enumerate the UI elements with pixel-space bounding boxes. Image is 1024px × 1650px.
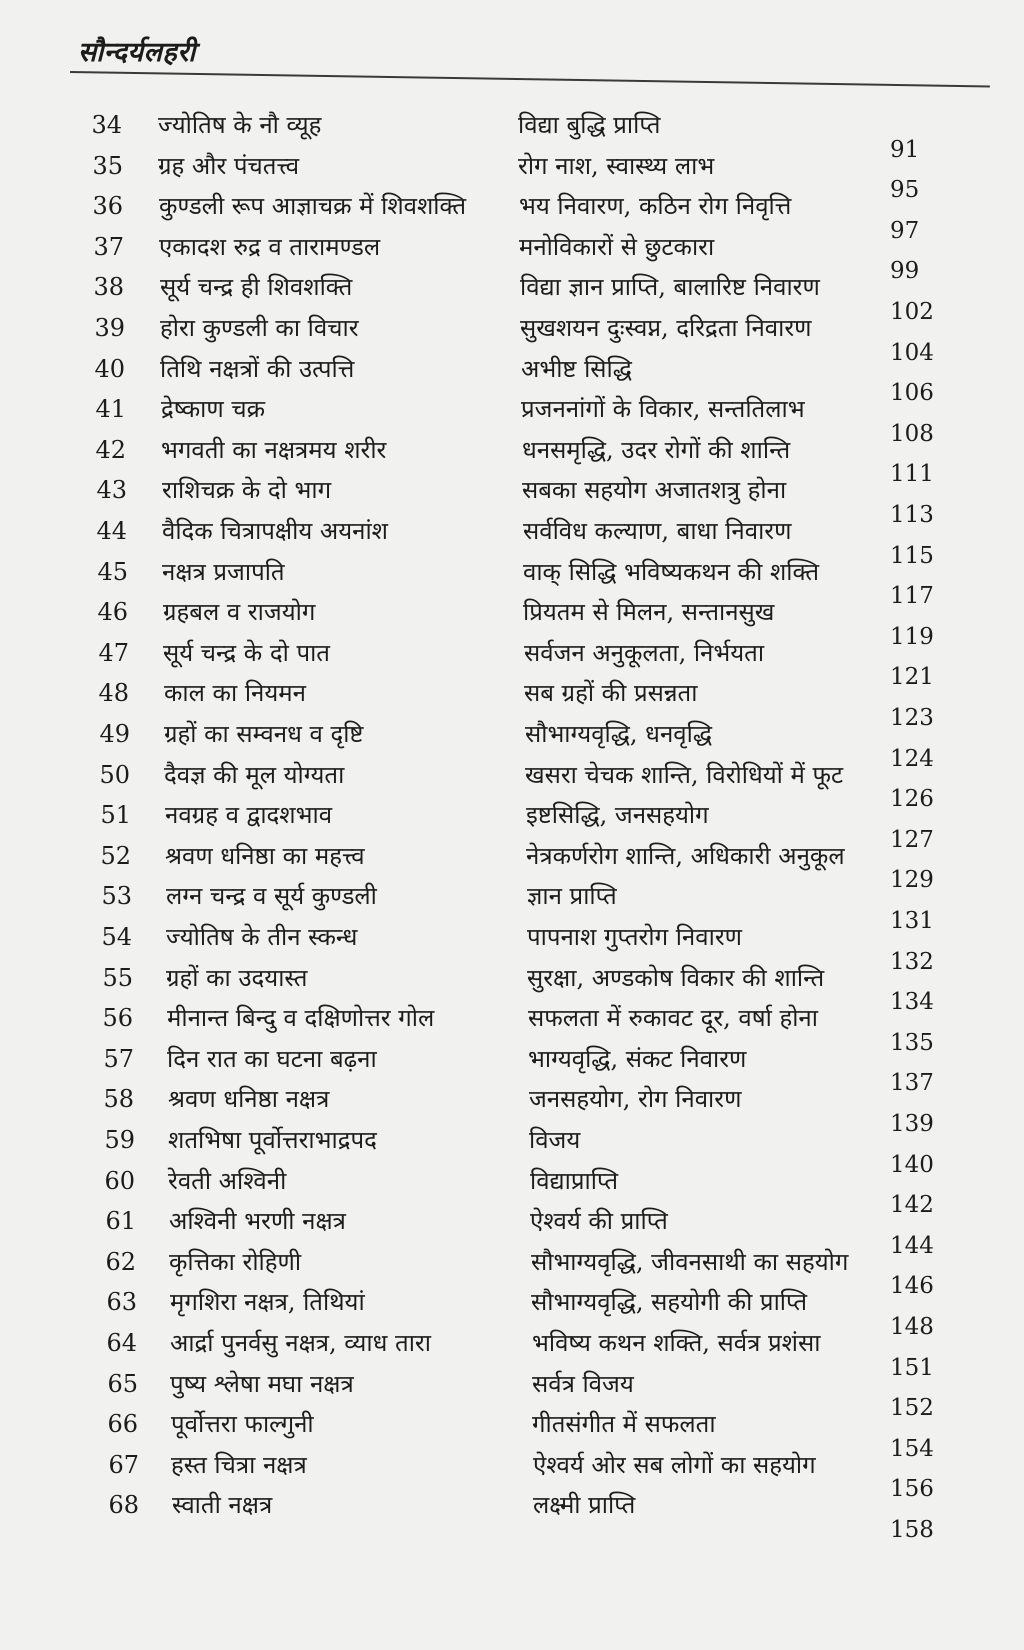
page-number: 104: [890, 340, 934, 366]
chapter-title: कुण्डली रूप आज्ञाचक्र में शिवशक्ति: [159, 192, 467, 220]
chapter-benefit: सबका सहयोग अजातशत्रु होना: [522, 476, 787, 504]
chapter-benefit: नेत्रकर्णरोग शान्ति, अधिकारी अनुकूल: [526, 842, 845, 870]
toc-row: [0, 867, 1024, 925]
toc-row: [0, 502, 1024, 560]
page-number: 140: [890, 1152, 934, 1178]
toc-row: [0, 827, 1024, 885]
page-number: 99: [890, 258, 920, 284]
chapter-title: रेवती अश्विनी: [168, 1167, 287, 1195]
page-number: 106: [890, 380, 934, 406]
chapter-title: मीनान्त बिन्दु व दक्षिणोत्तर गोल: [167, 1004, 435, 1032]
toc-row: [0, 1030, 1024, 1088]
toc-row: [0, 746, 1024, 804]
chapter-number: 66: [107, 1410, 138, 1438]
chapter-benefit: प्रजननांगों के विकार, सन्ततिलाभ: [521, 395, 805, 423]
chapter-benefit: भविष्य कथन शक्ति, सर्वत्र प्रशंसा: [532, 1329, 821, 1357]
toc-row: [0, 1314, 1024, 1372]
toc-row: [0, 1192, 1024, 1250]
toc-row: [0, 786, 1024, 844]
chapter-title: सूर्य चन्द्र ही शिवशक्ति: [160, 273, 353, 301]
toc-row: [0, 1517, 1024, 1575]
toc-row: [0, 1395, 1024, 1453]
chapter-number: 42: [95, 436, 126, 464]
chapter-benefit: विद्याप्राप्ति: [530, 1167, 619, 1195]
chapter-title: हस्त चित्रा नक्षत्र: [171, 1451, 307, 1479]
chapter-number: 55: [102, 964, 133, 992]
chapter-number: 34: [91, 111, 122, 139]
chapter-number: 59: [104, 1126, 135, 1154]
chapter-number: 51: [100, 801, 131, 829]
chapter-title: ग्रहों का उदयास्त: [166, 964, 308, 992]
chapter-benefit: रोग नाश, स्वास्थ्य लाभ: [518, 152, 715, 180]
page-number: 95: [890, 177, 920, 203]
chapter-title: श्रवण धनिष्ठा का महत्त्व: [165, 842, 365, 870]
page-number: 152: [890, 1395, 934, 1421]
chapter-number: 62: [105, 1248, 136, 1276]
chapter-number: 57: [103, 1045, 134, 1073]
chapter-number: 58: [103, 1085, 134, 1113]
page-number: 134: [890, 989, 934, 1015]
chapter-title: दिन रात का घटना बढ़ना: [167, 1045, 377, 1073]
page-number: 102: [890, 299, 934, 325]
chapter-number: 64: [106, 1329, 137, 1357]
page-number: 148: [890, 1314, 934, 1340]
chapter-benefit: सुखशयन दुःस्वप्न, दरिद्रता निवारण: [520, 314, 812, 342]
chapter-benefit: सौभाग्यवृद्धि, सहयोगी की प्राप्ति: [531, 1288, 808, 1316]
chapter-benefit: विजय: [529, 1126, 581, 1154]
toc-row: [0, 543, 1024, 601]
chapter-title: स्वाती नक्षत्र: [172, 1491, 273, 1519]
chapter-title: तिथि नक्षत्रों की उत्पत्ति: [160, 355, 355, 383]
chapter-number: 43: [96, 476, 127, 504]
chapter-number: 48: [98, 679, 129, 707]
chapter-number: 41: [95, 395, 126, 423]
chapter-title: वैदिक चित्रापक्षीय अयनांश: [162, 517, 389, 545]
chapter-number: 44: [96, 517, 127, 545]
page-number: 117: [890, 583, 934, 609]
chapter-benefit: मनोविकारों से छुटकारा: [519, 233, 715, 261]
toc-row: [0, 461, 1024, 519]
chapter-title: ज्योतिष के तीन स्कन्ध: [166, 923, 358, 951]
chapter-benefit: पापनाश गुप्तरोग निवारण: [527, 923, 742, 951]
chapter-benefit: सब ग्रहों की प्रसन्नता: [524, 679, 698, 707]
page-number: 129: [890, 867, 934, 893]
page-number: 126: [890, 786, 934, 812]
page-number: 132: [890, 949, 934, 975]
chapter-benefit: भाग्यवृद्धि, संकट निवारण: [528, 1045, 747, 1073]
chapter-benefit: विद्या ज्ञान प्राप्ति, बालारिष्ट निवारण: [520, 273, 820, 301]
page-header-title: सौन्दर्यलहरी: [78, 37, 196, 68]
toc-row: [0, 177, 1024, 235]
toc-row: [0, 1476, 1024, 1534]
chapter-benefit: अभीष्ट सिद्धि: [521, 355, 632, 383]
chapter-number: 50: [99, 761, 130, 789]
chapter-number: 45: [97, 558, 128, 586]
toc-row: [0, 421, 1024, 479]
chapter-title: दैवज्ञ की मूल योग्यता: [164, 761, 345, 789]
chapter-number: 67: [108, 1451, 139, 1479]
toc-row: [0, 705, 1024, 763]
chapter-benefit: सर्वविध कल्याण, बाधा निवारण: [523, 517, 792, 545]
chapter-number: 47: [98, 639, 129, 667]
page-number: 131: [890, 908, 934, 934]
chapter-title: नवग्रह व द्वादशभाव: [165, 801, 333, 829]
chapter-number: 35: [92, 152, 123, 180]
chapter-number: 37: [93, 233, 124, 261]
chapter-title: पूर्वोत्तरा फाल्गुनी: [171, 1410, 314, 1438]
chapter-title: आर्द्रा पुनर्वसु नक्षत्र, व्याध तारा: [170, 1329, 431, 1357]
page-number: 135: [890, 1030, 934, 1056]
chapter-benefit: गीतसंगीत में सफलता: [532, 1410, 716, 1438]
chapter-benefit: सुरक्षा, अण्डकोष विकार की शान्ति: [527, 964, 825, 992]
page-number: 137: [890, 1070, 934, 1096]
chapter-title: लग्न चन्द्र व सूर्य कुण्डली: [166, 882, 377, 910]
chapter-title: ग्रहों का सम्वनध व दृष्टि: [164, 720, 364, 748]
page-number: 111: [890, 461, 934, 487]
chapter-number: 53: [101, 882, 132, 910]
chapter-number: 39: [94, 314, 125, 342]
chapter-benefit: वाक् सिद्धि भविष्यकथन की शक्ति: [523, 558, 820, 586]
chapter-title: ग्रहबल व राजयोग: [163, 598, 316, 626]
chapter-title: सूर्य चन्द्र के दो पात: [163, 639, 330, 667]
chapter-number: 40: [94, 355, 125, 383]
chapter-title: ग्रह और पंचतत्त्व: [158, 152, 300, 180]
page-number: 119: [890, 624, 934, 650]
toc-row: [0, 110, 1024, 154]
chapter-number: 68: [108, 1491, 139, 1519]
chapter-benefit: लक्ष्मी प्राप्ति: [533, 1491, 636, 1519]
chapter-benefit: प्रियतम से मिलन, सन्तानसुख: [523, 598, 775, 626]
page-number: 142: [890, 1192, 934, 1218]
toc-row: [0, 1273, 1024, 1331]
chapter-number: 49: [99, 720, 130, 748]
chapter-title: शतभिषा पूर्वोत्तराभाद्रपद: [168, 1126, 377, 1154]
toc-row: [0, 583, 1024, 641]
page-number: 158: [890, 1517, 934, 1543]
chapter-title: कृत्तिका रोहिणी: [169, 1248, 302, 1276]
toc-row: [0, 1436, 1024, 1494]
chapter-number: 36: [92, 192, 123, 220]
page-number: 156: [890, 1476, 934, 1502]
chapter-benefit: ज्ञान प्राप्ति: [527, 882, 617, 910]
page-number: 91: [890, 137, 920, 163]
chapter-title: मृगशिरा नक्षत्र, तिथियां: [170, 1288, 365, 1316]
toc-row: [0, 908, 1024, 966]
toc-row: [0, 218, 1024, 276]
chapter-title: श्रवण धनिष्ठा नक्षत्र: [168, 1085, 330, 1113]
toc-row: [0, 1233, 1024, 1291]
page-number: 121: [890, 664, 934, 690]
chapter-number: 54: [101, 923, 132, 951]
chapter-benefit: भय निवारण, कठिन रोग निवृत्ति: [519, 192, 792, 220]
chapter-title: पुष्य श्लेषा मघा नक्षत्र: [170, 1370, 354, 1398]
chapter-title: अश्विनी भरणी नक्षत्र: [169, 1207, 346, 1235]
page-number: 146: [890, 1273, 934, 1299]
page-number: 127: [890, 827, 934, 853]
toc-row: [0, 1152, 1024, 1210]
chapter-benefit: सफलता में रुकावट दूर, वर्षा होना: [528, 1004, 818, 1032]
toc-row: [0, 1111, 1024, 1169]
chapter-benefit: सर्वजन अनुकूलता, निर्भयता: [524, 639, 765, 667]
toc-row: [0, 1070, 1024, 1128]
page-number: 144: [890, 1233, 934, 1259]
chapter-number: 46: [97, 598, 128, 626]
chapter-number: 52: [100, 842, 131, 870]
toc-row: [0, 380, 1024, 438]
toc-row: [0, 624, 1024, 682]
page-number: 108: [890, 421, 934, 447]
page-number: 123: [890, 705, 934, 731]
chapter-benefit: सौभाग्यवृद्धि, जीवनसाथी का सहयोग: [531, 1248, 849, 1276]
toc-row: [0, 1355, 1024, 1413]
chapter-benefit: विद्या बुद्धि प्राप्ति: [518, 111, 661, 139]
page-number: 115: [890, 543, 934, 569]
toc-row: [0, 299, 1024, 357]
toc-row: [0, 340, 1024, 398]
toc-row: [0, 258, 1024, 316]
chapter-number: 61: [105, 1207, 136, 1235]
chapter-number: 38: [93, 273, 124, 301]
chapter-benefit: इष्टसिद्धि, जनसहयोग: [526, 801, 709, 829]
chapter-title: काल का नियमन: [164, 679, 306, 707]
chapter-title: द्रेष्काण चक्र: [161, 395, 266, 423]
page-number: 97: [890, 218, 920, 244]
chapter-number: 60: [104, 1167, 135, 1195]
chapter-title: भगवती का नक्षत्रमय शरीर: [161, 436, 387, 464]
chapter-number: 63: [106, 1288, 137, 1316]
chapter-title: होरा कुण्डली का विचार: [160, 314, 359, 342]
chapter-benefit: ऐश्वर्य की प्राप्ति: [530, 1207, 668, 1235]
page-number: 139: [890, 1111, 934, 1137]
chapter-benefit: सौभाग्यवृद्धि, धनवृद्धि: [525, 720, 713, 748]
toc-row: [0, 137, 1024, 195]
page-number: 124: [890, 746, 934, 772]
chapter-title: ज्योतिष के नौ व्यूह: [158, 111, 322, 139]
chapter-title: नक्षत्र प्रजापति: [162, 558, 285, 586]
chapter-number: 56: [102, 1004, 133, 1032]
chapter-benefit: जनसहयोग, रोग निवारण: [529, 1085, 742, 1113]
chapter-benefit: ऐश्वर्य ओर सब लोगों का सहयोग: [533, 1451, 816, 1479]
page-number: 154: [890, 1436, 934, 1462]
chapter-benefit: धनसमृद्धि, उदर रोगों की शान्ति: [522, 436, 791, 464]
toc-row: [0, 949, 1024, 1007]
page-number: 151: [890, 1355, 934, 1381]
page-number: 113: [890, 502, 934, 528]
chapter-number: 65: [107, 1370, 138, 1398]
toc-row: [0, 664, 1024, 722]
chapter-benefit: सर्वत्र विजय: [532, 1370, 634, 1398]
chapter-title: राशिचक्र के दो भाग: [162, 476, 332, 504]
chapter-title: एकादश रुद्र व तारामण्डल: [159, 233, 381, 261]
toc-row: [0, 989, 1024, 1047]
chapter-benefit: खसरा चेचक शान्ति, विरोधियों में फूट: [525, 761, 844, 789]
